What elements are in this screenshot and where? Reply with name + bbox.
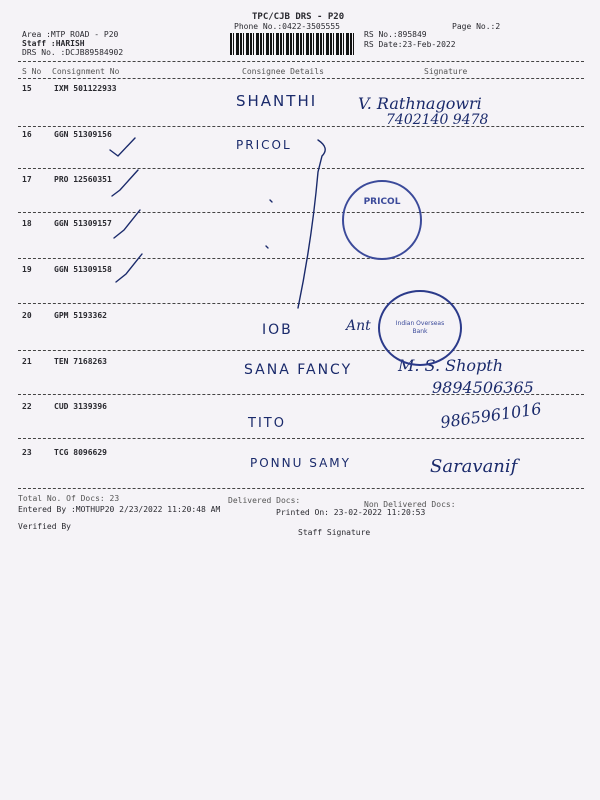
entered-by: Entered By :MOTHUP20 2/23/2022 11:20:48 AM [18, 505, 221, 514]
row-phone: 9865961016 [439, 399, 543, 432]
row-sno: 16 [22, 130, 32, 139]
tick-mark [270, 200, 272, 202]
row-signature: M. S. Shopth [398, 356, 503, 375]
row-sno: 20 [22, 311, 32, 320]
stamp-text: Indian Overseas Bank [395, 320, 445, 335]
area-label: Area :MTP ROAD - P20 [22, 30, 119, 39]
iob-initials: Ant [346, 318, 371, 334]
row-sno: 19 [22, 265, 32, 274]
page-number: Page No.:2 [452, 22, 501, 31]
col-consignment: Consignment No [52, 67, 120, 76]
row-consignment: GGN 51309157 [54, 219, 112, 228]
bracket-mark [298, 140, 325, 308]
row-sno: 22 [22, 402, 32, 411]
row-consignee: PRICOL [236, 138, 292, 152]
row-consignment: PRO 12560351 [54, 175, 112, 184]
tick-mark [116, 254, 142, 282]
phone-number: Phone No.:0422-3505555 [234, 22, 340, 31]
row-signature: Saravanif [430, 456, 518, 477]
tick-mark [112, 170, 138, 196]
row-consignee: SHANTHI [236, 92, 318, 110]
col-signature: Signature [424, 67, 468, 76]
row-consignment: GGN 51309158 [54, 265, 112, 274]
rs-date: RS Date:23-Feb-2022 [364, 40, 456, 49]
row-consignment: TCG 8096629 [54, 448, 107, 457]
row-consignee: PONNU SAMY [250, 456, 351, 470]
row-consignment: GGN 51309156 [54, 130, 112, 139]
rs-number: RS No.:895849 [364, 30, 427, 39]
row-phone: 9894506365 [432, 378, 534, 397]
col-sno: S No [22, 67, 42, 76]
printed-on: Printed On: 23-02-2022 11:20:53 [276, 508, 426, 517]
pricol-stamp [342, 180, 422, 260]
stamp-text: PRICOL [363, 197, 401, 207]
row-sno: 18 [22, 219, 32, 228]
tick-mark [114, 210, 140, 238]
row-consignee: TITO [248, 416, 286, 431]
row-sno: 15 [22, 84, 32, 93]
row-sno: 21 [22, 357, 32, 366]
row-signature: V. Rathnagowri [358, 94, 482, 113]
total-docs: Total No. Of Docs: 23 [18, 494, 120, 503]
row-consignment: IXM 501122933 [54, 84, 117, 93]
non-delivered-docs: Non Delivered Docs: [364, 500, 456, 509]
tick-mark [110, 138, 135, 156]
delivered-docs: Delivered Docs: [228, 496, 301, 505]
staff-signature: Staff Signature [298, 528, 371, 537]
row-sno: 17 [22, 175, 32, 184]
iob-stamp [378, 290, 462, 366]
verified-by: Verified By [18, 522, 71, 531]
col-consignee: Consignee Details [242, 67, 324, 76]
row-consignment: CUD 3139396 [54, 402, 107, 411]
row-consignment: TEN 7168263 [54, 357, 107, 366]
tick-mark [266, 246, 268, 248]
row-sno: 23 [22, 448, 32, 457]
row-consignee: SANA FANCY [244, 362, 353, 378]
row-phone: 7402140 9478 [386, 112, 489, 128]
drs-number: DRS No. :DCJB89584902 [22, 48, 124, 57]
row-consignee: IOB [262, 322, 293, 338]
staff-label: Staff :HARISH [22, 39, 85, 48]
row-consignment: GPM 5193362 [54, 311, 107, 320]
document-title: TPC/CJB DRS - P20 [252, 12, 345, 22]
